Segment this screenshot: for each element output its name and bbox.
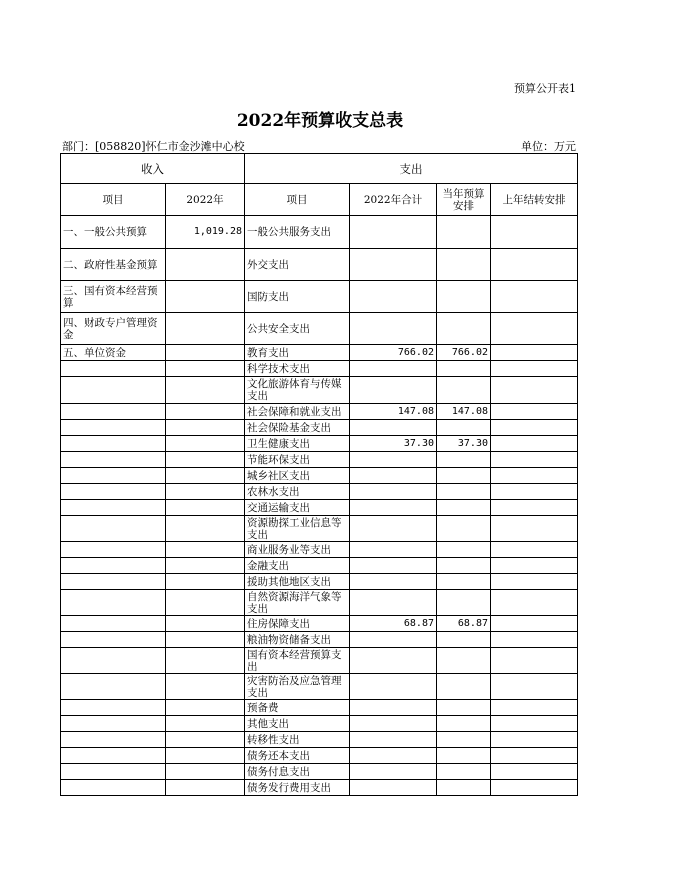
carryover-cell [491, 542, 578, 558]
carryover-cell [491, 616, 578, 632]
income-item-cell [61, 542, 166, 558]
current-year-cell: 766.02 [437, 345, 491, 361]
current-year-cell [437, 732, 491, 748]
income-group-header: 收入 [61, 154, 245, 184]
table-row [61, 452, 578, 468]
current-year-cell [437, 468, 491, 484]
total-cell [350, 674, 437, 700]
income-value-cell [166, 648, 245, 674]
table-row [61, 674, 578, 700]
form-number: 预算公开表1 [514, 82, 576, 95]
current-year-cell [437, 700, 491, 716]
expense-item-cell: 国有资本经营预算支出 [245, 648, 350, 674]
carryover-cell [491, 216, 578, 249]
total-cell [350, 377, 437, 404]
total-header: 2022年合计 [350, 184, 437, 216]
total-cell [350, 420, 437, 436]
total-cell [350, 780, 437, 796]
total-cell: 147.08 [350, 404, 437, 420]
budget-table [60, 153, 578, 796]
expense-item-cell: 科学技术支出 [245, 361, 350, 377]
income-item-header: 项目 [61, 184, 166, 216]
current-year-cell [437, 452, 491, 468]
income-value-cell [166, 716, 245, 732]
current-year-cell [437, 249, 491, 281]
income-item-cell: 三、国有资本经营预算 [61, 281, 166, 313]
table-row [61, 748, 578, 764]
income-item-cell [61, 404, 166, 420]
expense-item-cell: 粮油物资储备支出 [245, 632, 350, 648]
income-item-cell [61, 377, 166, 404]
carryover-cell [491, 632, 578, 648]
table-row [61, 436, 578, 452]
table-row [61, 377, 578, 404]
current-year-cell [437, 590, 491, 616]
total-cell [350, 700, 437, 716]
department-label: 部门：[058820]怀仁市金沙滩中心校 [62, 140, 245, 153]
carryover-cell [491, 377, 578, 404]
carryover-cell [491, 764, 578, 780]
total-cell: 766.02 [350, 345, 437, 361]
table-row [61, 574, 578, 590]
expense-item-cell: 债务发行费用支出 [245, 780, 350, 796]
expense-item-cell: 住房保障支出 [245, 616, 350, 632]
expense-item-cell: 灾害防治及应急管理支出 [245, 674, 350, 700]
table-row [61, 558, 578, 574]
carryover-cell [491, 700, 578, 716]
current-year-cell [437, 558, 491, 574]
income-item-cell [61, 436, 166, 452]
total-cell [350, 632, 437, 648]
expense-item-cell: 预备费 [245, 700, 350, 716]
table-row [61, 420, 578, 436]
total-cell [350, 500, 437, 516]
expense-item-cell: 卫生健康支出 [245, 436, 350, 452]
income-item-cell [61, 674, 166, 700]
total-cell [350, 716, 437, 732]
carryover-cell [491, 732, 578, 748]
carryover-cell [491, 674, 578, 700]
expense-item-cell: 公共安全支出 [245, 313, 350, 345]
table-row [61, 500, 578, 516]
group-header-row [61, 154, 578, 184]
carryover-cell [491, 436, 578, 452]
income-value-cell [166, 500, 245, 516]
income-value-cell [166, 748, 245, 764]
income-value-cell [166, 764, 245, 780]
carryover-cell [491, 716, 578, 732]
current-year-cell [437, 361, 491, 377]
table-row [61, 249, 578, 281]
expense-item-cell: 社会保险基金支出 [245, 420, 350, 436]
income-item-cell: 一、一般公共预算 [61, 216, 166, 249]
carryover-cell [491, 516, 578, 542]
income-value-cell [166, 674, 245, 700]
current-year-cell [437, 516, 491, 542]
income-value-cell [166, 590, 245, 616]
total-cell [350, 281, 437, 313]
income-item-cell [61, 574, 166, 590]
carryover-cell [491, 420, 578, 436]
income-value-cell [166, 616, 245, 632]
current-year-cell [437, 216, 491, 249]
expense-item-cell: 城乡社区支出 [245, 468, 350, 484]
expense-item-cell: 交通运输支出 [245, 500, 350, 516]
carryover-cell [491, 249, 578, 281]
table-row [61, 484, 578, 500]
income-year-header: 2022年 [166, 184, 245, 216]
total-cell [350, 249, 437, 281]
total-cell [350, 516, 437, 542]
total-cell [350, 648, 437, 674]
total-cell [350, 764, 437, 780]
carryover-cell [491, 648, 578, 674]
income-item-cell [61, 748, 166, 764]
expense-item-cell: 国防支出 [245, 281, 350, 313]
column-header-row [61, 184, 578, 216]
income-item-cell [61, 420, 166, 436]
current-year-cell: 147.08 [437, 404, 491, 420]
total-cell [350, 452, 437, 468]
carryover-cell [491, 361, 578, 377]
total-cell [350, 313, 437, 345]
expense-group-header: 支出 [245, 154, 578, 184]
expense-item-cell: 商业服务业等支出 [245, 542, 350, 558]
income-item-cell [61, 632, 166, 648]
carryover-cell [491, 404, 578, 420]
income-item-cell [61, 616, 166, 632]
carryover-cell [491, 590, 578, 616]
expense-item-header: 项目 [245, 184, 350, 216]
income-value-cell [166, 780, 245, 796]
expense-item-cell: 资源勘探工业信息等支出 [245, 516, 350, 542]
current-year-cell: 37.30 [437, 436, 491, 452]
income-value-cell [166, 516, 245, 542]
current-year-cell [437, 632, 491, 648]
table-row [61, 648, 578, 674]
expense-item-cell: 援助其他地区支出 [245, 574, 350, 590]
income-item-cell [61, 764, 166, 780]
income-item-cell: 五、单位资金 [61, 345, 166, 361]
carryover-cell [491, 345, 578, 361]
current-year-header: 当年预算安排 [437, 184, 491, 216]
total-cell [350, 558, 437, 574]
total-cell [350, 216, 437, 249]
income-value-cell [166, 468, 245, 484]
current-year-cell [437, 313, 491, 345]
income-value-cell [166, 484, 245, 500]
current-year-cell [437, 764, 491, 780]
expense-item-cell: 其他支出 [245, 716, 350, 732]
income-value-cell: 1,019.28 [166, 216, 245, 249]
income-value-cell [166, 345, 245, 361]
total-cell [350, 748, 437, 764]
income-item-cell [61, 732, 166, 748]
table-row [61, 216, 578, 249]
page-title: 2022年预算收支总表 [236, 111, 404, 131]
carryover-cell [491, 500, 578, 516]
carryover-cell [491, 558, 578, 574]
expense-item-cell: 社会保障和就业支出 [245, 404, 350, 420]
expense-item-cell: 节能环保支出 [245, 452, 350, 468]
total-cell: 37.30 [350, 436, 437, 452]
table-row [61, 632, 578, 648]
expense-item-cell: 债务还本支出 [245, 748, 350, 764]
income-item-cell [61, 484, 166, 500]
current-year-cell [437, 484, 491, 500]
table-row [61, 590, 578, 616]
expense-item-cell: 金融支出 [245, 558, 350, 574]
income-value-cell [166, 404, 245, 420]
table-row [61, 361, 578, 377]
income-item-cell [61, 700, 166, 716]
income-value-cell [166, 632, 245, 648]
current-year-cell [437, 748, 491, 764]
table-row [61, 468, 578, 484]
total-cell [350, 484, 437, 500]
unit-label: 单位：万元 [521, 140, 576, 153]
expense-item-cell: 债务付息支出 [245, 764, 350, 780]
table-row [61, 700, 578, 716]
income-value-cell [166, 361, 245, 377]
expense-item-cell: 一般公共服务支出 [245, 216, 350, 249]
current-year-cell [437, 674, 491, 700]
current-year-cell [437, 574, 491, 590]
total-cell [350, 542, 437, 558]
total-cell [350, 468, 437, 484]
table-row [61, 313, 578, 345]
carryover-cell [491, 780, 578, 796]
income-item-cell [61, 590, 166, 616]
current-year-cell: 68.87 [437, 616, 491, 632]
income-item-cell: 四、财政专户管理资金 [61, 313, 166, 345]
total-cell [350, 590, 437, 616]
income-item-cell [61, 648, 166, 674]
table-row [61, 732, 578, 748]
income-value-cell [166, 377, 245, 404]
table-row [61, 516, 578, 542]
carryover-cell [491, 574, 578, 590]
income-value-cell [166, 558, 245, 574]
income-item-cell [61, 716, 166, 732]
current-year-cell [437, 542, 491, 558]
income-item-cell: 二、政府性基金预算 [61, 249, 166, 281]
current-year-cell [437, 420, 491, 436]
income-item-cell [61, 558, 166, 574]
expense-item-cell: 农林水支出 [245, 484, 350, 500]
expense-item-cell: 外交支出 [245, 249, 350, 281]
current-year-cell [437, 648, 491, 674]
income-item-cell [61, 361, 166, 377]
income-value-cell [166, 700, 245, 716]
carryover-cell [491, 484, 578, 500]
expense-item-cell: 转移性支出 [245, 732, 350, 748]
income-value-cell [166, 542, 245, 558]
income-item-cell [61, 780, 166, 796]
income-value-cell [166, 574, 245, 590]
carryover-cell [491, 748, 578, 764]
table-row [61, 716, 578, 732]
table-row [61, 542, 578, 558]
carryover-cell [491, 313, 578, 345]
total-cell: 68.87 [350, 616, 437, 632]
total-cell [350, 361, 437, 377]
income-item-cell [61, 500, 166, 516]
table-row [61, 404, 578, 420]
income-value-cell [166, 452, 245, 468]
expense-item-cell: 自然资源海洋气象等支出 [245, 590, 350, 616]
table-row [61, 616, 578, 632]
income-value-cell [166, 436, 245, 452]
carryover-cell [491, 468, 578, 484]
current-year-cell [437, 500, 491, 516]
carryover-cell [491, 281, 578, 313]
income-item-cell [61, 516, 166, 542]
income-value-cell [166, 249, 245, 281]
current-year-cell [437, 716, 491, 732]
table-row [61, 780, 578, 796]
total-cell [350, 574, 437, 590]
income-value-cell [166, 420, 245, 436]
table-row [61, 345, 578, 361]
carryover-cell [491, 452, 578, 468]
income-value-cell [166, 732, 245, 748]
income-value-cell [166, 313, 245, 345]
income-item-cell [61, 468, 166, 484]
income-value-cell [166, 281, 245, 313]
expense-item-cell: 教育支出 [245, 345, 350, 361]
table-row [61, 764, 578, 780]
total-cell [350, 732, 437, 748]
carryover-header: 上年结转安排 [491, 184, 578, 216]
current-year-cell [437, 780, 491, 796]
table-row [61, 281, 578, 313]
expense-item-cell: 文化旅游体育与传媒支出 [245, 377, 350, 404]
income-item-cell [61, 452, 166, 468]
current-year-cell [437, 281, 491, 313]
current-year-cell [437, 377, 491, 404]
